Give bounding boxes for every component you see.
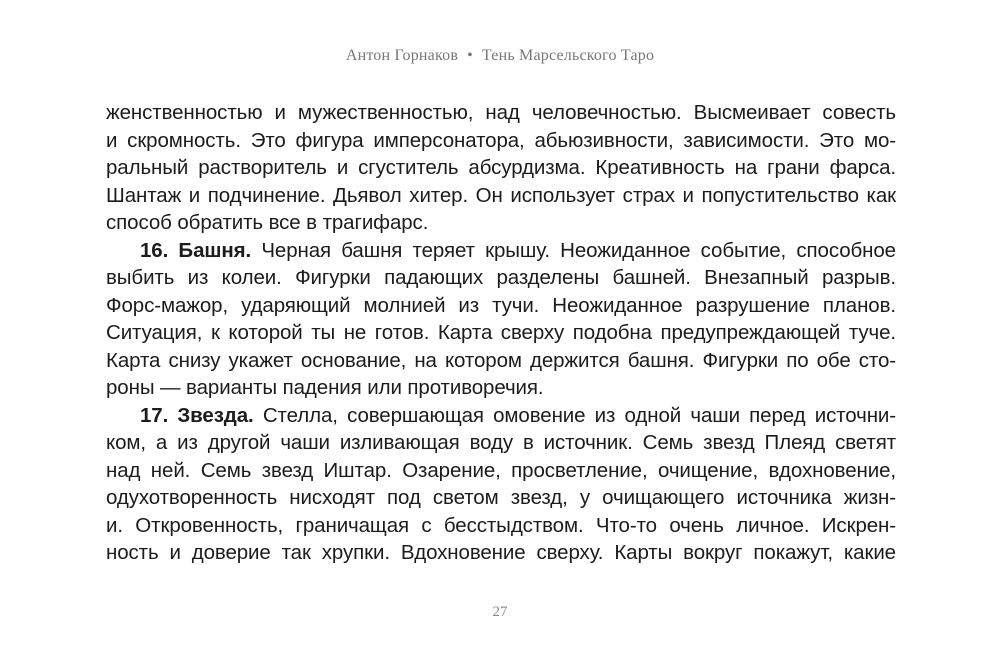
text-line: Ситуация, к которой ты не готов. Карта сверху подобна предупреждающей туче.: [106, 321, 896, 344]
text-line: женственностью и мужественностью, над человечностью. Высмеивает совесть: [106, 101, 896, 124]
text-line: ральный растворитель и сгуститель абсурдизма. Креативность на грани фарса.: [106, 156, 896, 179]
text-run: Черная башня теряет крышу. Неожиданное событие, способное: [251, 238, 896, 262]
text-line: выбить из колеи. Фигурки падающих разделены башней. Внезапный разрыв.: [106, 266, 896, 289]
text-line: и скромность. Это фигура имперсонатора, абьюзивности, зависимости. Это мо-: [106, 128, 896, 152]
text-line: и. Откровенность, граничащая с бесстыдством. Что-то очень личное. Искрен-: [106, 513, 896, 537]
header-book-title: Тень Марсельского Таро: [481, 47, 655, 64]
text-line: одухотворенность нисходят под светом звезд, у очищающего источника жизн-: [106, 486, 896, 509]
text-line: Шантаж и подчинение. Дьявол хитер. Он использует страх и попустительство как: [106, 183, 896, 207]
text-line: ком, а из другой чаши изливающая воду в источник. Семь звезд Плеяд светят: [106, 431, 896, 454]
text-line: способ обратить все в трагифарс.: [106, 211, 429, 234]
running-header: [0, 47, 1000, 65]
text-line: ность и доверие так хрупки. Вдохновение сверху. Карты вокруг покажут, какие: [106, 541, 896, 564]
page-number: 27: [492, 604, 508, 620]
body-text: [106, 99, 896, 567]
text-line: над ней. Семь звезд Иштар. Озарение, просветление, очищение, вдохновение,: [106, 458, 896, 482]
header-author: Антон Горнаков: [345, 47, 459, 64]
text-line: роны — варианты падения или противоречия.: [106, 376, 544, 399]
text-line: Карта снизу укажет основание, на котором держится башня. Фигурки по обе сто-: [106, 348, 896, 372]
header-separator: •: [467, 47, 473, 64]
text-line: Форс-мажор, ударяющий молнией из тучи. Неожиданное разрушение планов.: [106, 293, 896, 317]
paragraph-tower-first-line: [106, 237, 896, 265]
text-run: Стелла, совершающая омовение из одной чаши перед источни-: [253, 403, 897, 427]
paragraph-star-first-line: [106, 402, 896, 430]
card-heading-tower: 16. Башня.: [140, 238, 252, 262]
card-heading-star: 17. Звезда.: [140, 403, 254, 427]
